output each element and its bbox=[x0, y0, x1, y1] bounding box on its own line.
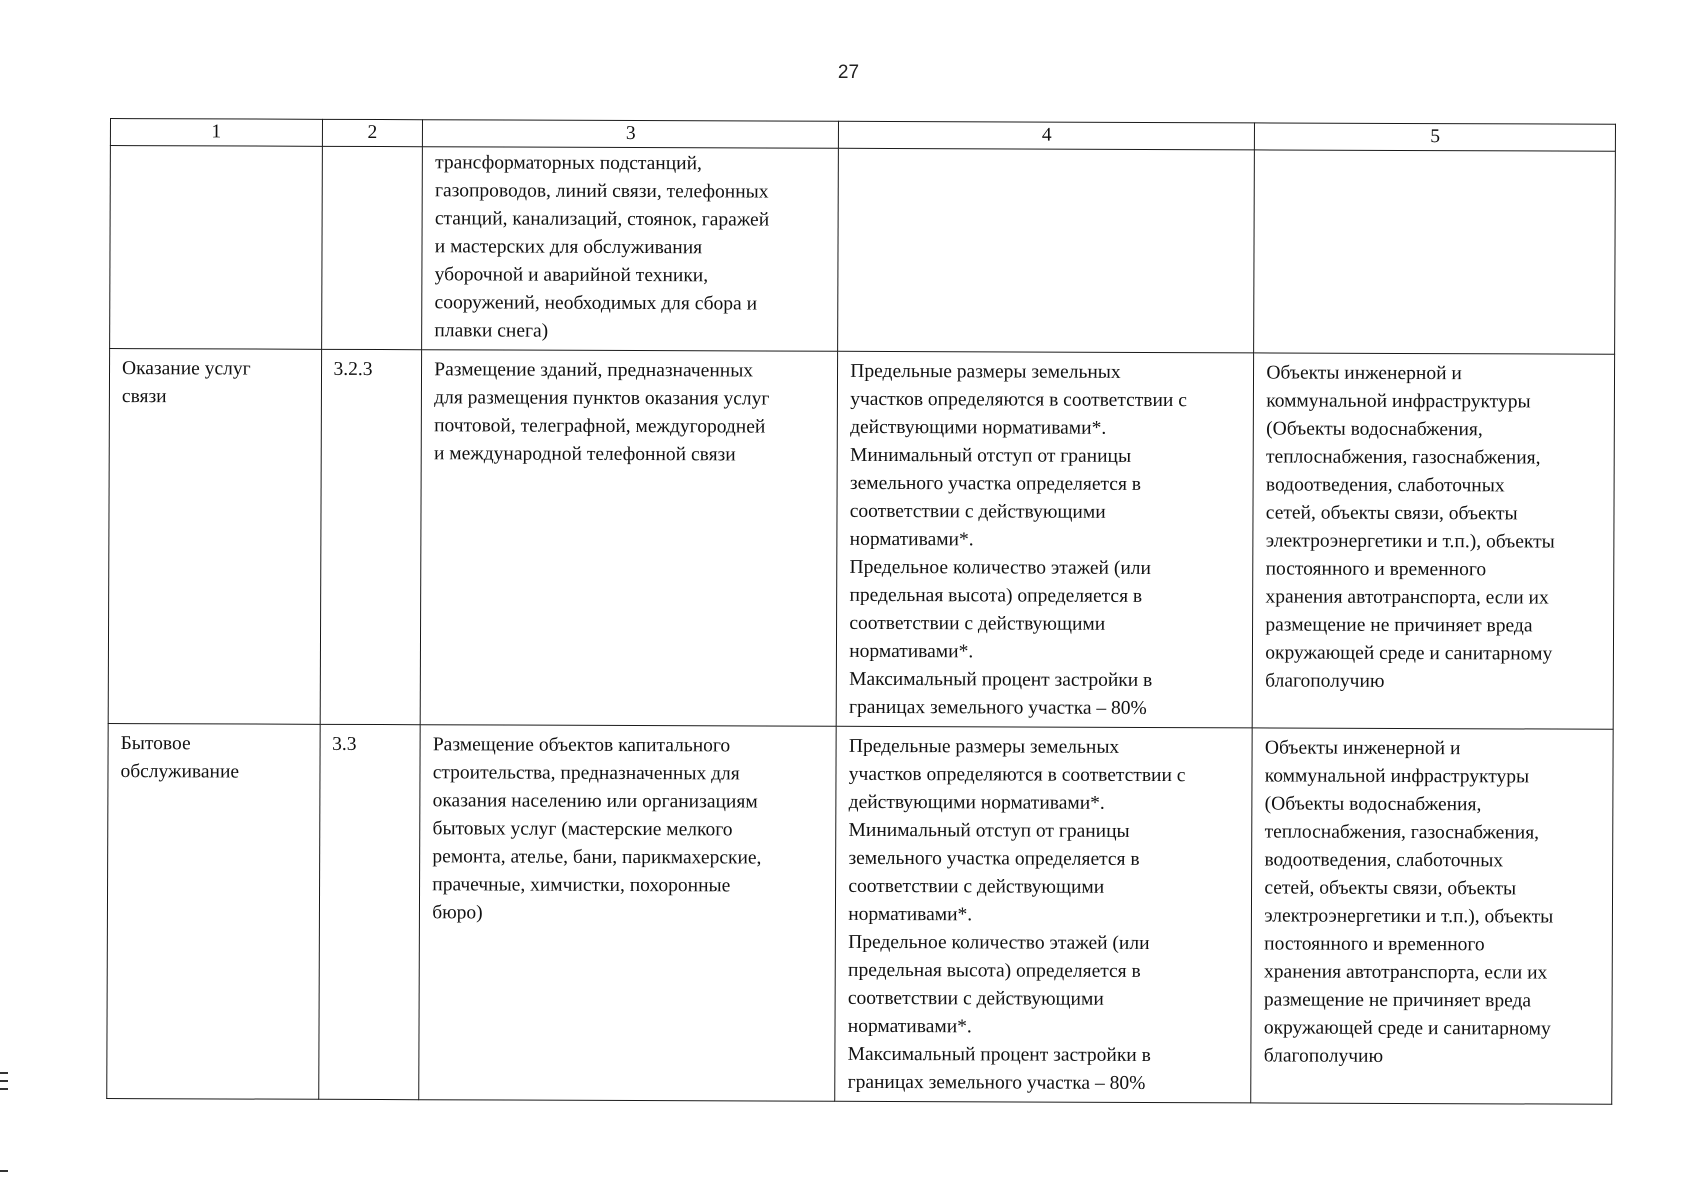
scan-margin-mark bbox=[0, 1170, 8, 1172]
table-row bbox=[107, 723, 1613, 1104]
parameters-cell bbox=[838, 148, 1255, 353]
table-row bbox=[110, 146, 1616, 355]
parameters-cell: Предельные размеры земельных участков определяются в соответствии с действующими нормативами*. Минимальный отступ от границы земельного участка определяется в соответствии с действующими нормативами*. Предельное количество этажей (или предельная высота) определяется в соответствии с действующими нормативами*. Максимальный процент застройки в границах земельного участка – 80% bbox=[835, 726, 1252, 1103]
scan-margin-mark bbox=[0, 1080, 8, 1082]
use-name-cell: Бытовое обслуживание bbox=[107, 723, 320, 1099]
use-description-cell: Размещение объектов капитального строительства, предназначенных для оказания населению или организациям бытовых услуг (мастерские мелкого ремонта, ателье, бани, парикмахерские, прачечные, химчистки, похоронные бюро) bbox=[419, 725, 836, 1102]
use-description-cell: Размещение зданий, предназначенных для размещения пунктов оказания услуг почтовой, телеграфной, междугородней и международной телефонной связи bbox=[420, 350, 837, 727]
zoning-regulations-table bbox=[106, 118, 1616, 1105]
scan-margin-mark bbox=[0, 1088, 8, 1090]
auxiliary-uses-cell: Объекты инженерной и коммунальной инфраструктуры (Объекты водоснабжения, теплоснабжения, газоснабжения, водоотведения, слаботочных сетей, объекты связи, объекты электроэнергетики и т.п.), объекты постоянного и временного хранения автотранспорта, если их размещение не причиняет вреда окружающей среде и санитарному благополучию bbox=[1251, 728, 1613, 1104]
header-cell-5: 5 bbox=[1255, 123, 1616, 151]
use-description-cell: трансформаторных подстанций, газопроводов, линий связи, телефонных станций, канализаций, стоянок, гаражей и мастерских для обслуживания уборочной и аварийной техники, сооружений, необходимых для сбора и плавки снега) bbox=[422, 147, 839, 352]
use-code-cell bbox=[321, 146, 423, 349]
parameters-cell: Предельные размеры земельных участков определяются в соответствии с действующими нормативами*. Минимальный отступ от границы земельного участка определяется в соответствии с действующими нормативами*. Предельное количество этажей (или предельная высота) определяется в соответствии с действующими нормативами*. Максимальный процент застройки в границах земельного участка – 80% bbox=[836, 351, 1253, 728]
page-number: 27 bbox=[837, 62, 860, 83]
use-name-cell bbox=[110, 146, 322, 350]
header-cell-1: 1 bbox=[110, 119, 322, 147]
table-body bbox=[107, 146, 1616, 1105]
table-row bbox=[108, 349, 1614, 730]
auxiliary-uses-cell: Объекты инженерной и коммунальной инфраструктуры (Объекты водоснабжения, теплоснабжения, газоснабжения, водоотведения, слаботочных сетей, объекты связи, объекты электроэнергетики и т.п.), объекты постоянного и временного хранения автотранспорта, если их размещение не причиняет вреда окружающей среде и санитарному благополучию bbox=[1252, 353, 1614, 729]
scan-margin-mark bbox=[0, 1072, 8, 1074]
header-cell-3: 3 bbox=[423, 120, 839, 149]
use-code-cell: 3.3 bbox=[318, 724, 420, 1099]
use-code-cell: 3.2.3 bbox=[320, 349, 422, 724]
auxiliary-uses-cell bbox=[1254, 150, 1615, 354]
header-cell-2: 2 bbox=[322, 119, 423, 146]
header-cell-4: 4 bbox=[839, 121, 1255, 150]
use-name-cell: Оказание услуг связи bbox=[108, 349, 321, 725]
